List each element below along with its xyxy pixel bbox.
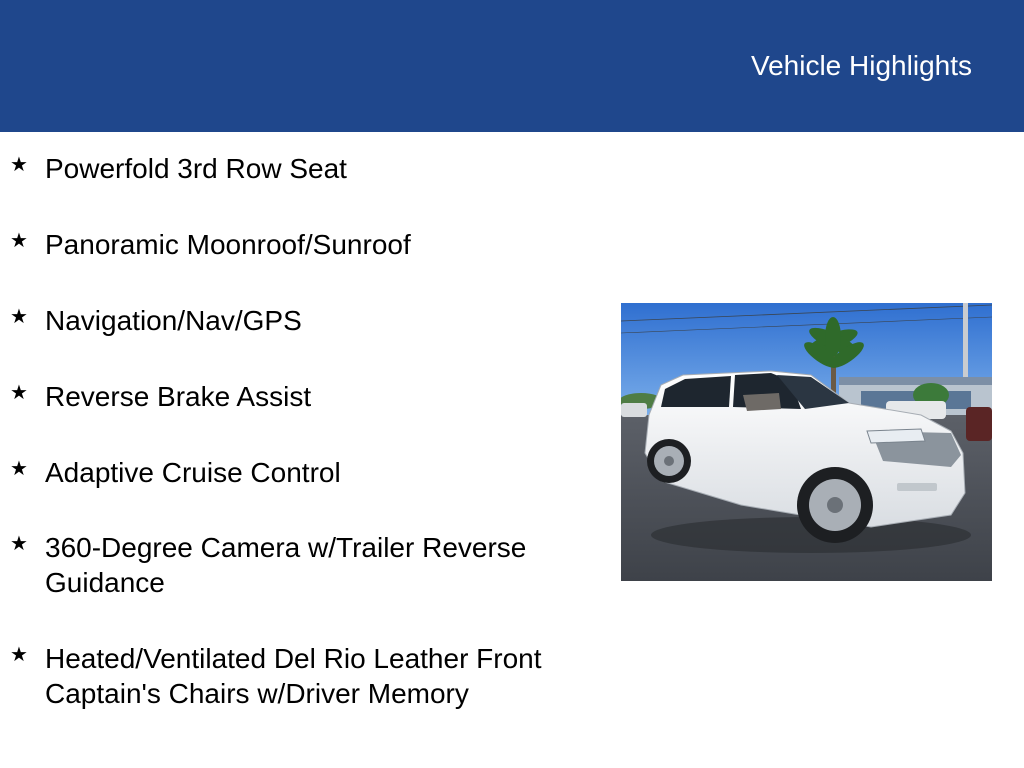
feature-label: Navigation/Nav/GPS [45,305,302,336]
feature-label: Panoramic Moonroof/Sunroof [45,229,411,260]
feature-label: Adaptive Cruise Control [45,457,341,488]
feature-label: Reverse Brake Assist [45,381,312,412]
star-icon: ★ [10,304,28,328]
page-title: Vehicle Highlights [750,50,972,81]
feature-label: Heated/Ventilated Del Rio Leather Front Captain's Chairs w/Driver Memory [45,643,542,709]
star-icon: ★ [10,152,28,176]
feature-label: 360-Degree Camera w/Trailer Reverse Guidance [45,532,527,598]
star-icon: ★ [10,380,28,404]
star-icon: ★ [10,531,28,555]
vehicle-photo [621,303,992,581]
star-icon: ★ [10,456,28,480]
feature-label: Powerfold 3rd Row Seat [45,153,347,184]
star-icon: ★ [10,228,28,252]
star-icon: ★ [10,642,28,666]
